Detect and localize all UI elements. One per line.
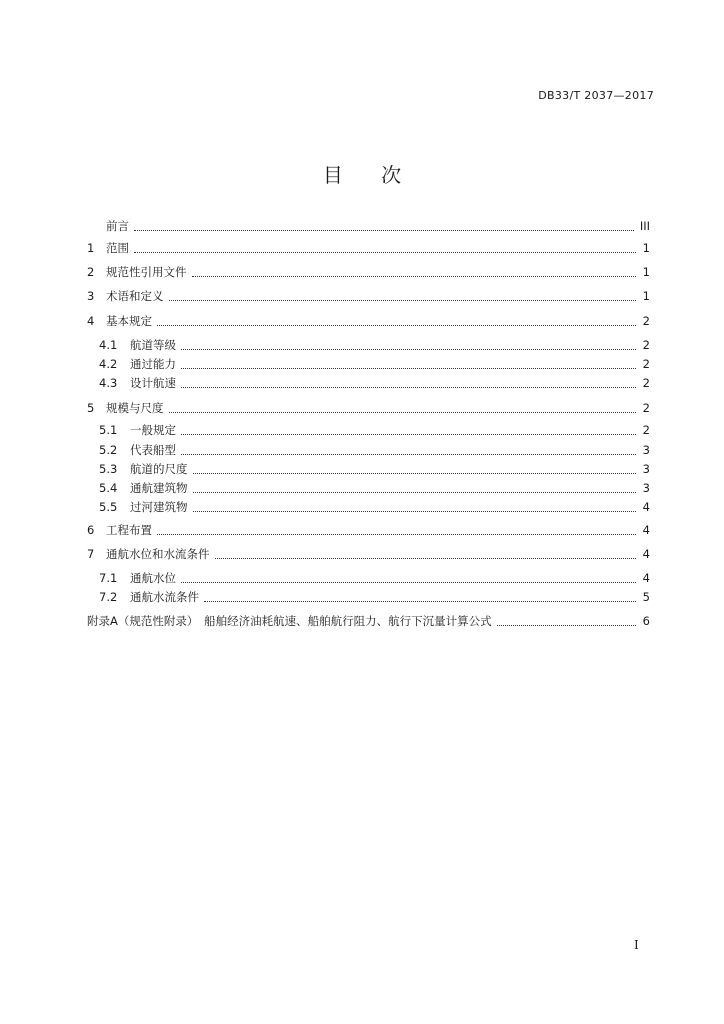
toc-entry-label: 工程布置 (106, 523, 152, 537)
toc-entry-label: 基本规定 (106, 314, 152, 328)
toc-entry-number: 4.2 (99, 357, 118, 371)
toc-entry-label: 过河建筑物 (130, 500, 188, 514)
toc-entry-number: 5.2 (99, 443, 118, 457)
toc-entry-number: 7 (87, 547, 95, 561)
dot-leader (181, 582, 636, 583)
dot-leader (169, 412, 637, 413)
toc-entry-page: 1 (642, 289, 650, 303)
toc-entry[interactable] (99, 568, 650, 588)
toc-entry[interactable] (87, 520, 650, 540)
toc-entry-label: 范围 (106, 241, 129, 255)
toc-entry-page: 3 (642, 462, 650, 476)
toc-entry-label: 规范性引用文件 (106, 265, 187, 279)
dot-leader (157, 534, 636, 535)
toc-entry[interactable] (99, 497, 650, 517)
toc-entry[interactable] (87, 286, 650, 306)
toc-entry[interactable] (99, 440, 650, 460)
dot-leader (134, 230, 634, 231)
toc-entry-page: 3 (642, 481, 650, 495)
toc-entry-page: 2 (642, 314, 650, 328)
toc-entry-page: 4 (642, 500, 650, 514)
toc-entry-label: 一般规定 (130, 423, 176, 437)
toc-entry[interactable] (99, 335, 650, 355)
dot-leader (181, 387, 636, 388)
toc-entry-label: 通过能力 (130, 357, 176, 371)
standard-code: DB33/T 2037—2017 (538, 89, 654, 102)
toc-entry-label: 通航建筑物 (130, 481, 188, 495)
toc-entry-page: 2 (642, 376, 650, 390)
toc-entry-page: 6 (642, 614, 650, 628)
toc-entry[interactable] (99, 373, 650, 393)
toc-entry-page: 2 (642, 338, 650, 352)
dot-leader (157, 325, 636, 326)
dot-leader (193, 492, 637, 493)
toc-entry-label: 前言 (106, 219, 129, 233)
toc-entry-number: 4.1 (99, 338, 118, 352)
toc-entry-page: 1 (642, 265, 650, 279)
toc-entry-number: 5 (87, 401, 95, 415)
toc-entry-page: 3 (642, 443, 650, 457)
toc-entry-number: 4.3 (99, 376, 118, 390)
toc-entry-label: 通航水位 (130, 571, 176, 585)
dot-leader (204, 601, 636, 602)
toc-entry-number: 5.1 (99, 423, 118, 437)
toc-entry[interactable] (87, 262, 650, 282)
toc-entry[interactable] (99, 478, 650, 498)
toc-entry-number: 3 (87, 289, 95, 303)
toc-entry-number: 5.3 (99, 462, 118, 476)
toc-entry[interactable] (87, 398, 650, 418)
dot-leader (181, 454, 636, 455)
dot-leader (169, 300, 637, 301)
dot-leader (181, 349, 636, 350)
dot-leader (215, 558, 637, 559)
dot-leader (181, 434, 636, 435)
toc-entry-page: 2 (642, 401, 650, 415)
toc-entry-label: 设计航速 (130, 376, 176, 390)
toc-entry-label: 航道等级 (130, 338, 176, 352)
toc-entry-label: 术语和定义 (106, 289, 164, 303)
toc-entry-label: 代表船型 (130, 443, 176, 457)
dot-leader (193, 473, 637, 474)
toc-entry[interactable] (99, 354, 650, 374)
toc-entry[interactable] (87, 311, 650, 331)
toc-entry-page: III (639, 219, 650, 233)
toc-entry-page: 1 (642, 241, 650, 255)
toc-entry-page: 2 (642, 357, 650, 371)
dot-leader (193, 511, 637, 512)
page-title: 目 次 (322, 163, 418, 187)
toc-entry[interactable] (99, 587, 650, 607)
toc-entry[interactable] (99, 420, 650, 440)
toc-entry-number: 5.4 (99, 481, 118, 495)
dot-leader (134, 252, 636, 253)
toc-entry-label: 规模与尺度 (106, 401, 164, 415)
toc-entry-label: 航道的尺度 (130, 462, 188, 476)
toc-entry-number: 7.1 (99, 571, 118, 585)
toc-entry-page: 4 (642, 547, 650, 561)
dot-leader (192, 276, 637, 277)
dot-leader (181, 368, 636, 369)
toc-entry[interactable] (87, 611, 650, 631)
page-number: I (634, 938, 639, 952)
toc-entry[interactable] (87, 216, 650, 236)
toc-entry[interactable] (99, 459, 650, 479)
toc-entry-number: 6 (87, 523, 95, 537)
toc-entry[interactable] (87, 238, 650, 258)
toc-entry[interactable] (87, 544, 650, 564)
toc-entry-label: 通航水位和水流条件 (106, 547, 210, 561)
toc-entry-number: 2 (87, 265, 95, 279)
toc-entry-page: 4 (642, 571, 650, 585)
toc-entry-page: 5 (642, 590, 650, 604)
toc-entry-number: 4 (87, 314, 95, 328)
toc-entry-number: 1 (87, 241, 95, 255)
toc-entry-number: 7.2 (99, 590, 118, 604)
toc-entry-label: 通航水流条件 (130, 590, 199, 604)
dot-leader (497, 625, 636, 626)
toc-entry-label: 附录A（规范性附录） 船舶经济油耗航速、船舶航行阻力、航行下沉量计算公式 (87, 614, 492, 628)
toc-entry-page: 2 (642, 423, 650, 437)
toc-entry-page: 4 (642, 523, 650, 537)
toc-entry-number: 5.5 (99, 500, 118, 514)
